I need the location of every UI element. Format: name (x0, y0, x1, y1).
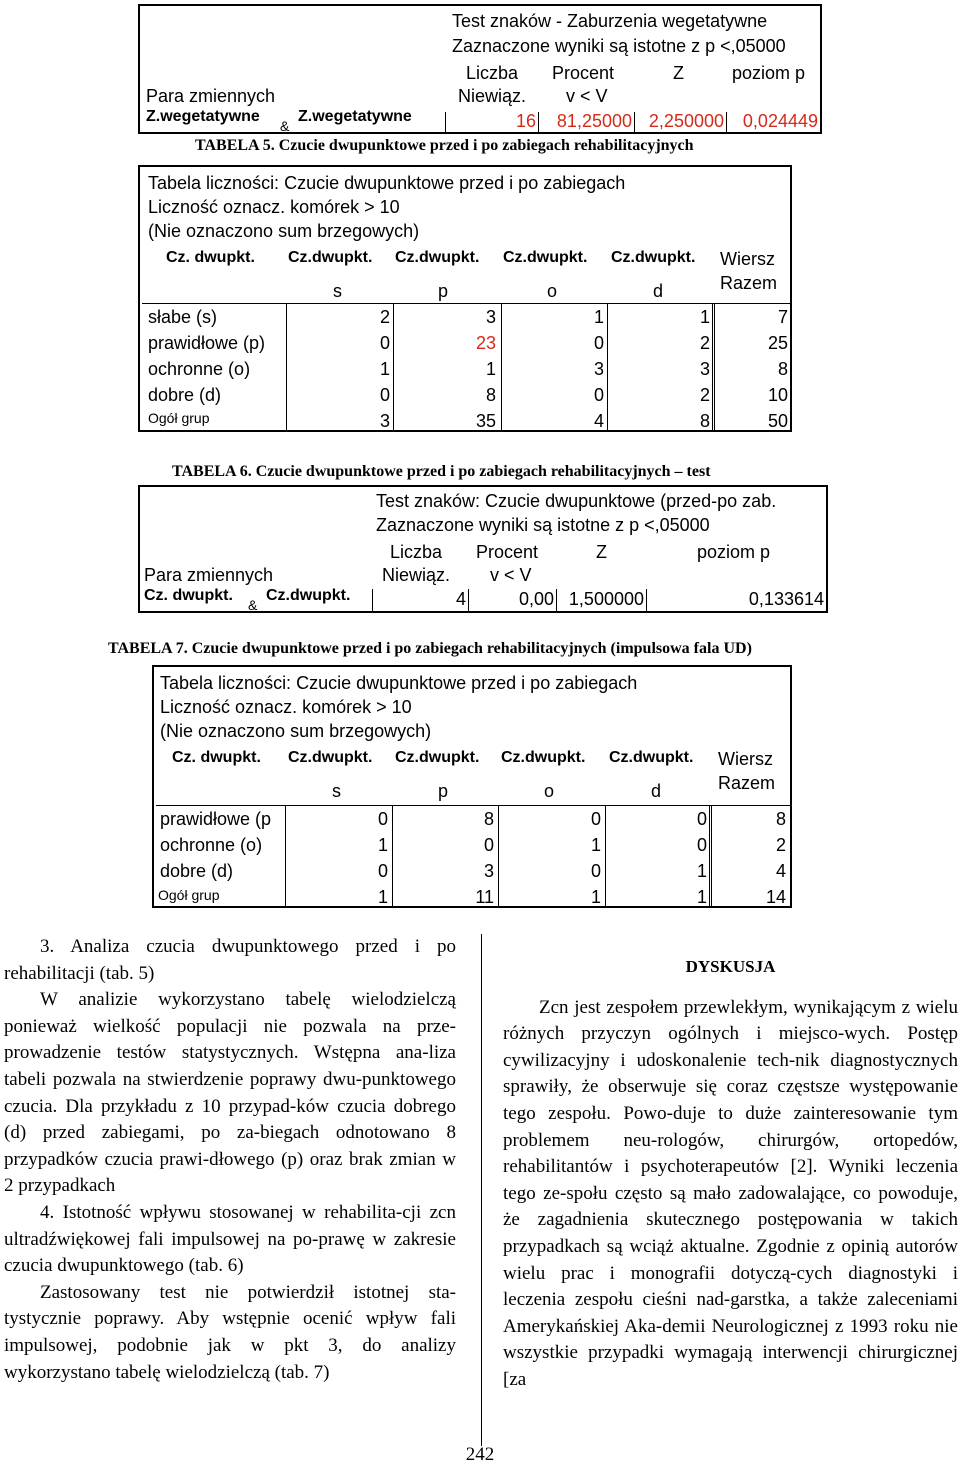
t1-val-liczba: 16 (515, 111, 536, 131)
caption-tabela-7: TABELA 7. Czucie dwupunktowe przed i po zabiegach rehabilitacyjnych (impulsowa fala UD) (108, 640, 752, 657)
sign-test-table-6 (138, 485, 828, 613)
t6-divider (646, 589, 647, 611)
t7-row-divider (156, 805, 790, 806)
t7-wiersz: Wiersz (718, 749, 773, 769)
t7-col-divider (285, 805, 286, 906)
t5-cell: 8 (699, 411, 710, 431)
t1-amp: & (280, 118, 290, 134)
t5-col-divider (286, 303, 287, 430)
t7-cell: 0 (377, 861, 388, 881)
t7-row-label: prawidłowe (p (160, 809, 272, 829)
t5-row-label: Ogół grup (148, 410, 210, 426)
t6-title-line1: Test znaków: Czucie dwupunktowe (przed-po zab. (376, 491, 777, 511)
t6-para-zmiennych: Para zmiennych (144, 565, 274, 585)
t5-row-label: prawidłowe (p) (148, 333, 266, 353)
t7-cell: 0 (696, 809, 707, 829)
left-paragraph-1: W analizie wykorzystano tabelę wielodzielczą ponieważ wielkość populacji nie pozwala na prze-prowadzenie testów statystycznych. Wstępna ana-liza tabeli pozwala na stwierdzenie poprawy dwu-punktowego czucia. Dla przykładu z 10 przypad-ków czucia dobrego (d) przed zabiegami, po za-biegach odnotowano 8 przypadków czucia prawi-dłowego (p) oraz brak zmian w 2 przypadkach (4, 989, 456, 1197)
t5-title3: (Nie oznaczono sum brzegowych) (148, 221, 420, 241)
t1-divider (634, 112, 635, 132)
t1-title-line1: Test znaków - Zaburzenia wegetatywne (452, 11, 768, 31)
t7-title3: (Nie oznaczono sum brzegowych) (160, 721, 432, 741)
t5-col-header: Cz.dwupkt. (395, 249, 480, 266)
t6-title-line2: Zaznaczone wyniki są istotne z p <,05000 (376, 515, 710, 535)
t7-cell: 1 (590, 887, 601, 907)
t5-cell: 1 (699, 307, 710, 327)
t5-title2: Liczność oznacz. komórek > 10 (148, 197, 400, 217)
t5-row-divider (142, 303, 790, 304)
t5-cell: 0 (379, 333, 390, 353)
t5-title1: Tabela liczności: Czucie dwupunktowe przed i po zabiegach (148, 173, 626, 193)
t7-col-divider (498, 805, 499, 906)
t5-col-header: Cz.dwupkt. (288, 249, 373, 266)
t1-header-vv: v < V (566, 86, 608, 106)
t5-wiersz: Wiersz (720, 249, 775, 269)
caption-tabela-6: TABELA 6. Czucie dwupunktowe przed i po zabiegach rehabilitacyjnych – test (172, 463, 711, 480)
t5-cell: 2 (379, 307, 390, 327)
t5-cell: 3 (379, 411, 390, 431)
t5-cell: 1 (593, 307, 604, 327)
t7-sub: p (438, 781, 449, 801)
t5-cell: 1 (485, 359, 496, 379)
t5-cell-total: 25 (767, 333, 788, 353)
sign-test-table-1 (138, 4, 822, 134)
t7-col-divider (605, 805, 606, 906)
t6-val-liczba: 4 (455, 589, 466, 609)
t7-row-label: dobre (d) (160, 861, 234, 881)
t7-row-label: ochronne (o) (160, 835, 263, 855)
t5-col-divider (501, 303, 502, 430)
t1-header-z: Z (673, 63, 684, 83)
t1-val-p: 0,024449 (742, 111, 818, 131)
t7-cell: 8 (483, 809, 494, 829)
t7-title1: Tabela liczności: Czucie dwupunktowe przed i po zabiegach (160, 673, 638, 693)
t1-header-procent: Procent (552, 63, 615, 83)
t7-cell: 1 (377, 887, 388, 907)
t7-cell: 0 (483, 835, 494, 855)
t6-header-liczba: Liczba (390, 542, 443, 562)
t7-cell: 1 (696, 861, 707, 881)
t1-title-line2: Zaznaczone wyniki są istotne z p <,05000 (452, 36, 786, 56)
right-column (503, 954, 958, 1394)
t5-razem: Razem (720, 273, 778, 293)
t5-cell-total: 50 (767, 411, 788, 431)
t6-divider (372, 589, 373, 611)
t5-cell: 2 (699, 333, 710, 353)
t7-col-header: Cz.dwupkt. (288, 749, 373, 766)
t7-cell: 0 (590, 809, 601, 829)
t5-col-header: Cz.dwupkt. (503, 249, 588, 266)
t7-cell: 0 (696, 835, 707, 855)
t6-val-p: 0,133614 (748, 589, 824, 609)
t7-cell-total: 14 (765, 887, 786, 907)
t7-razem: Razem (718, 773, 776, 793)
t5-cell: 0 (593, 385, 604, 405)
t6-var2: Cz.dwupkt. (266, 587, 351, 604)
t1-header-poziom: poziom p (732, 63, 806, 83)
dyskusja-paragraph: Zcn jest zespołem przewlekłym, wynikającym z wielu różnych przyczyn ogólnych i miejsco-wych. Postęp cywilizacyjny i udoskonalenie tech-nik diagnostycznych sprawiły, że obserwuje się coraz częstsze występowanie tego zespołu. Powo-duje to duże zainteresowanie tym problemem neu-rologów, chirurgów, ortopedów, rehabilitantów i psychoterapeutów [2]. Wyniki leczenia tego ze-społu często są mało zadowalające, co powoduje, że zagadnienia skutecznego postępowania w takich przypadkach są wciąż aktualne. Zgodnie z opinią autorów wielu prac i monografii dotyczą-cych diagnostyki i leczenia zespołu cieśni nad-garstka, a także zaleceniami Amerykańskiej Aka-demii Neurologicznej z 1993 roku nie wszystkie przypadki wymagają interwencji chirurgicznej [za (503, 996, 958, 1390)
t1-divider (726, 112, 727, 132)
t5-cell: 4 (593, 411, 604, 431)
t7-cell: 1 (590, 835, 601, 855)
t7-col-header: Cz.dwupkt. (395, 749, 480, 766)
t6-amp: & (248, 597, 258, 613)
frequency-table-5 (138, 165, 792, 432)
t7-cell: 3 (483, 861, 494, 881)
t1-para-zmiennych: Para zmiennych (146, 86, 276, 106)
t5-cell: 35 (475, 411, 496, 431)
t5-sub: s (333, 281, 342, 301)
t5-col-divider (712, 303, 715, 430)
t7-sub: d (651, 781, 662, 801)
dyskusja-heading: DYSKUSJA (685, 957, 776, 976)
t5-col-divider (393, 303, 394, 430)
t5-cell: 1 (379, 359, 390, 379)
t6-divider (468, 589, 469, 611)
t6-header-niewiaz: Niewiąz. (382, 565, 451, 585)
t5-sub: p (438, 281, 449, 301)
t6-header-vv: v < V (490, 565, 532, 585)
t7-col-divider (709, 805, 712, 906)
caption-tabela-5: TABELA 5. Czucie dwupunktowe przed i po zabiegach rehabilitacyjnych (195, 137, 694, 154)
t7-cell-total: 4 (775, 861, 786, 881)
t7-col-header: Cz.dwupkt. (501, 749, 586, 766)
t7-label-column (158, 807, 285, 907)
t7-col-divider (392, 805, 393, 906)
t5-cell: 8 (485, 385, 496, 405)
t5-cell: 2 (699, 385, 710, 405)
t7-col-header: Cz. dwupkt. (172, 749, 261, 766)
t7-cell: 11 (475, 887, 494, 907)
t5-cell-total: 10 (767, 385, 788, 405)
t7-sub: o (544, 781, 555, 801)
t5-col-divider (607, 303, 608, 430)
t1-header-niewiaz: Niewiąz. (458, 86, 527, 106)
t1-header-liczba: Liczba (466, 63, 519, 83)
t5-col-header: Cz. dwupkt. (166, 249, 255, 266)
t5-sub: o (547, 281, 558, 301)
column-divider (481, 934, 482, 1446)
left-column (4, 934, 456, 1386)
t5-cell: 0 (593, 333, 604, 353)
t1-var1: Z.wegetatywne (146, 108, 260, 125)
t1-divider (538, 112, 539, 132)
t5-cell: 3 (593, 359, 604, 379)
t7-cell-total: 8 (775, 809, 786, 829)
t5-sub: d (653, 281, 664, 301)
t6-val-procent: 0,00 (518, 589, 554, 609)
t1-var2: Z.wegetatywne (298, 108, 412, 125)
t7-col-header: Cz.dwupkt. (609, 749, 694, 766)
t1-divider (445, 112, 446, 132)
t6-divider (556, 589, 557, 611)
t5-cell: 3 (485, 307, 496, 327)
t5-row-label: dobre (d) (148, 385, 222, 405)
t5-row-label: ochronne (o) (148, 359, 251, 379)
t5-cell-total: 7 (777, 307, 788, 327)
page-number: 242 (465, 1444, 495, 1465)
t6-var1: Cz. dwupkt. (144, 587, 233, 604)
t5-row-label: słabe (s) (148, 307, 218, 327)
left-paragraph-2: Zastosowany test nie potwierdził istotnej sta-tystycznie poprawy. Aby wstępnie ocenić wpływ fali impulsowej, podobnie jak w pkt 3, do analizy wykorzystano tabelę wielodzielczą (tab. 7) (4, 1281, 456, 1383)
t7-title2: Liczność oznacz. komórek > 10 (160, 697, 412, 717)
t7-sub: s (332, 781, 341, 801)
left-heading-3: 3. Analiza czucia dwupunktowego przed i po rehabilitacji (tab. 5) (4, 936, 456, 984)
t7-row-label: Ogół grup (158, 887, 220, 903)
t1-val-procent: 81,25000 (556, 111, 632, 131)
t5-cell: 3 (699, 359, 710, 379)
t7-cell: 0 (590, 861, 601, 881)
t7-cell: 1 (696, 887, 707, 907)
t6-header-procent: Procent (476, 542, 539, 562)
t7-cell-total: 2 (775, 835, 786, 855)
t5-col-header: Cz.dwupkt. (611, 249, 696, 266)
t5-cell: 0 (379, 385, 390, 405)
t7-cell: 0 (377, 809, 388, 829)
t6-header-z: Z (596, 542, 607, 562)
t7-cell: 1 (377, 835, 388, 855)
t6-header-poziom: poziom p (697, 542, 771, 562)
left-heading-4: 4. Istotność wpływu stosowanej w rehabilita-cji zcn ultradźwiękowej fali impulsowej na po-prawę w zakresie czucia dwupunktowego (tab. 6) (4, 1201, 456, 1277)
t5-cell-highlight: 23 (475, 333, 496, 353)
frequency-table-7 (152, 665, 792, 908)
t5-cell-total: 8 (777, 359, 788, 379)
t1-val-z: 2,250000 (648, 111, 724, 131)
t6-val-z: 1,500000 (568, 589, 644, 609)
